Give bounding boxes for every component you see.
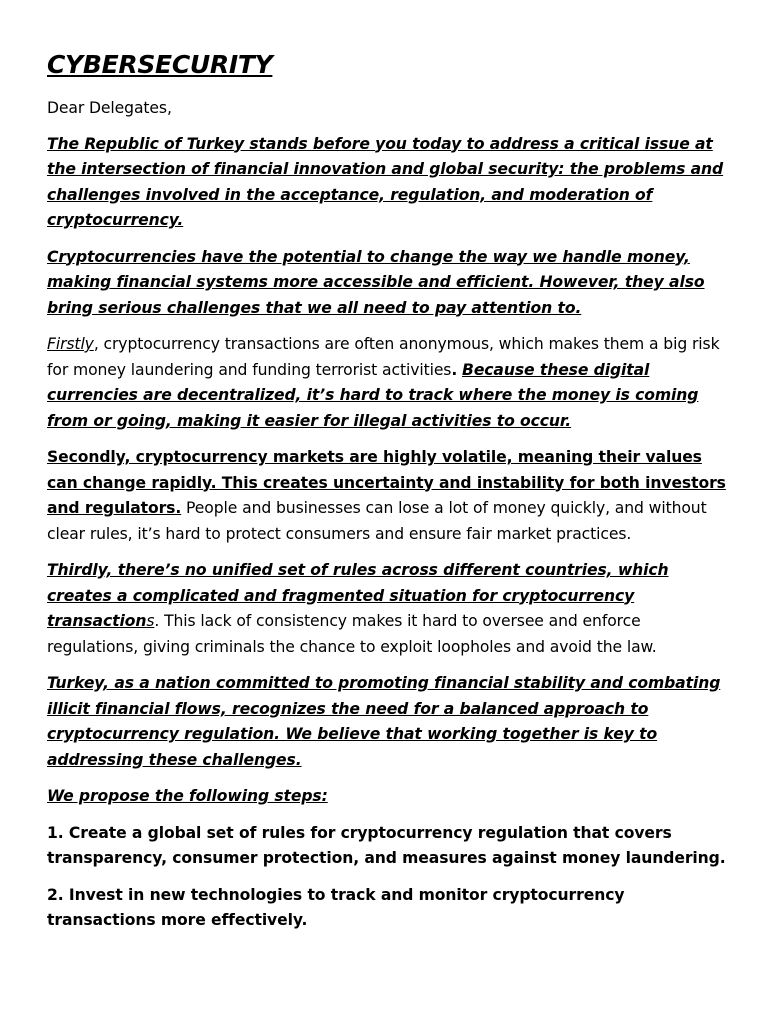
secondly-body: People and businesses can lose a lot of money quickly, and without clear rules, it’s hard to protect consumers and ensure fair market practices. [47,499,707,543]
position-paragraph [47,671,727,773]
potential-text: Cryptocurrencies have the potential to change the way we handle money, making financial systems more accessible and efficient. However, they also bring serious challenges that we all need to pay attention to. [47,247,705,317]
salutation: Dear Delegates, [47,99,172,117]
firstly-emphasis: Because these digital currencies are decentralized, it’s hard to track where the money is coming from or going, making it easier for illegal activities to occur. [47,360,699,430]
thirdly-body: . This lack of consistency makes it hard to oversee and enforce regulations, giving criminals the chance to exploit loopholes and avoid the law. [47,612,657,656]
secondly-paragraph [47,445,727,547]
document-page [47,48,727,945]
steps-heading [47,784,727,810]
firstly-paragraph [47,332,727,434]
firstly-period: . [451,360,458,379]
intro-text: The Republic of Turkey stands before you today to address a critical issue at the intersection of financial innovation and global security: the problems and challenges involved in the acceptance, regulation, and moderation of cryptocurrency. [47,134,724,229]
secondly-emphasis: Secondly, cryptocurrency markets are highly volatile, meaning their values can change rapidly. This creates uncertainty and instability for both investors and regulators. [47,448,726,517]
step-item-1: 1. Create a global set of rules for cryptocurrency regulation that covers transparency, consumer protection, and measures against money laundering. [47,823,726,867]
thirdly-emphasis-tail: s [146,612,155,630]
step-item-2: 2. Invest in new technologies to track and monitor cryptocurrency transactions more effectively. [47,885,625,929]
document-title: CYBERSECURITY [47,50,273,79]
steps-heading-text: We propose the following steps: [47,787,328,805]
position-text: Turkey, as a nation committed to promoting financial stability and combating illicit financial flows, recognizes the need for a balanced approach to cryptocurrency regulation. We believe that working together is key to addressing these challenges. [47,674,721,769]
potential-paragraph [47,245,727,322]
thirdly-emphasis: Thirdly, there’s no unified set of rules across different countries, which creates a complicated and fragmented situation for cryptocurrency transaction [47,561,669,630]
intro-paragraph [47,132,727,234]
firstly-lead: Firstly [47,335,94,353]
thirdly-paragraph [47,558,727,660]
firstly-body: , cryptocurrency transactions are often anonymous, which makes them a big risk for money laundering and funding terrorist activities [47,335,720,379]
